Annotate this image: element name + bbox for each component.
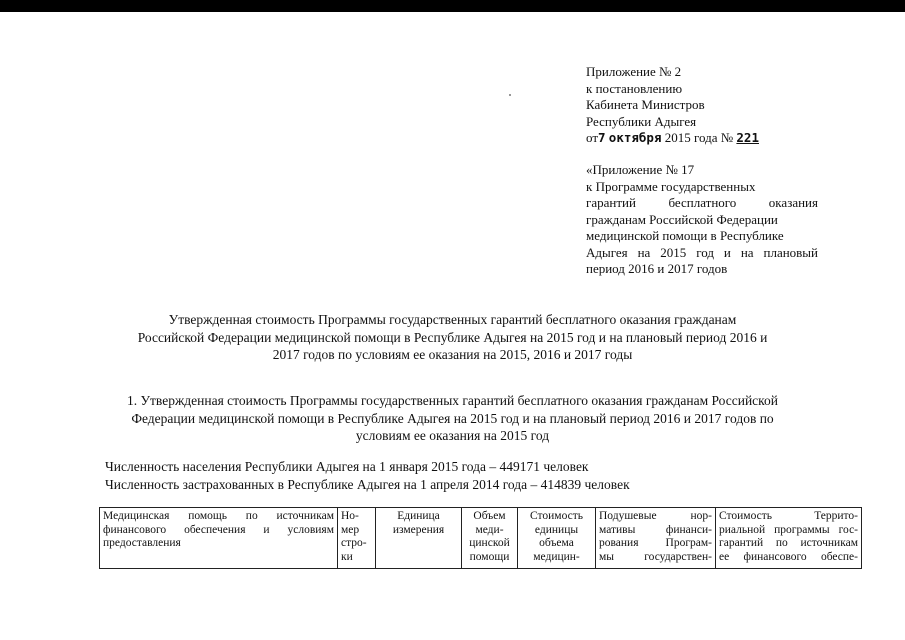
appendix-2-date-line <box>586 130 826 147</box>
resolution-number: 221 <box>736 130 759 145</box>
appendix-17-line: период 2016 и 2017 годов <box>586 261 728 276</box>
population-count: Численность населения Республики Адыгея на 1 января 2015 года – 449171 человек <box>105 459 589 474</box>
title-line: Российской Федерации медицинской помощи в Республике Адыгея на 2015 год и на плановый период 2016 и <box>137 329 768 345</box>
table-header-row <box>100 508 862 569</box>
appendix-17-line: гражданам Российской Федерации <box>586 211 778 227</box>
header-unit: Единица измерения <box>376 508 462 569</box>
appendix-2-header <box>586 64 826 147</box>
appendix-17-line: медицинской помощи в Республике <box>586 228 784 243</box>
title-line: 2017 годов по условиям ее оказания на 2015, 2016 и 2017 годы <box>272 347 633 362</box>
date-prefix: от <box>586 130 599 145</box>
appendix-2-line: Республики Адыгея <box>586 113 697 129</box>
header-row-number: Но- мер стро- ки <box>338 508 376 569</box>
appendix-17-line: Адыгея на 2015 год и на плановый <box>586 244 818 260</box>
section-title-line: условиям ее оказания на 2015 год <box>355 428 550 443</box>
section-title-line: 1. Утвержденная стоимость Программы государственных гарантий бесплатного оказания гражданам Российской <box>126 393 779 408</box>
appendix-2-line: Приложение № 2 <box>586 64 682 79</box>
date-day: 7 <box>598 130 606 145</box>
scan-top-edge <box>0 0 905 12</box>
header-volume: Объем меди- цинской помощи <box>462 508 518 569</box>
appendix-17-line: «Приложение № 17 <box>586 162 695 177</box>
header-program-cost: Стоимость Террито- риальной программы гос- гарантий по источникам ее финансового обеспе- <box>716 508 862 569</box>
appendix-2-line: Кабинета Министров <box>586 97 705 112</box>
title-line: Утвержденная стоимость Программы государственных гарантий бесплатного оказания гражданам <box>168 312 737 327</box>
date-middle: 2015 года № <box>664 130 734 145</box>
scan-speck <box>509 94 511 96</box>
appendix-17-header <box>586 162 818 278</box>
header-per-capita-norms: Подушевые нор- мативы финанси- рования Програм- мы государствен- <box>596 508 716 569</box>
header-medical-care: Медицинская помощь по источникам финансового обеспечения и условиям предоставления <box>100 508 338 569</box>
header-unit-cost: Стоимость единицы объема медицин- <box>518 508 596 569</box>
section-1-title <box>95 392 810 445</box>
appendix-2-line: к постановлению <box>586 80 683 96</box>
population-info <box>105 458 805 493</box>
appendix-17-line: к Программе государственных <box>586 178 756 194</box>
section-title-line: Федерации медицинской помощи в Республике Адыгея на 2015 год и на плановый период 2016 и 2017 годов по <box>131 410 774 426</box>
appendix-17-line: гарантий бесплатного оказания <box>586 195 818 210</box>
insured-count: Численность застрахованных в Республике Адыгея на 1 апреля 2014 года – 414839 человек <box>105 476 630 492</box>
cost-table <box>99 507 862 569</box>
date-month: октября <box>608 130 662 145</box>
document-title <box>100 311 805 364</box>
